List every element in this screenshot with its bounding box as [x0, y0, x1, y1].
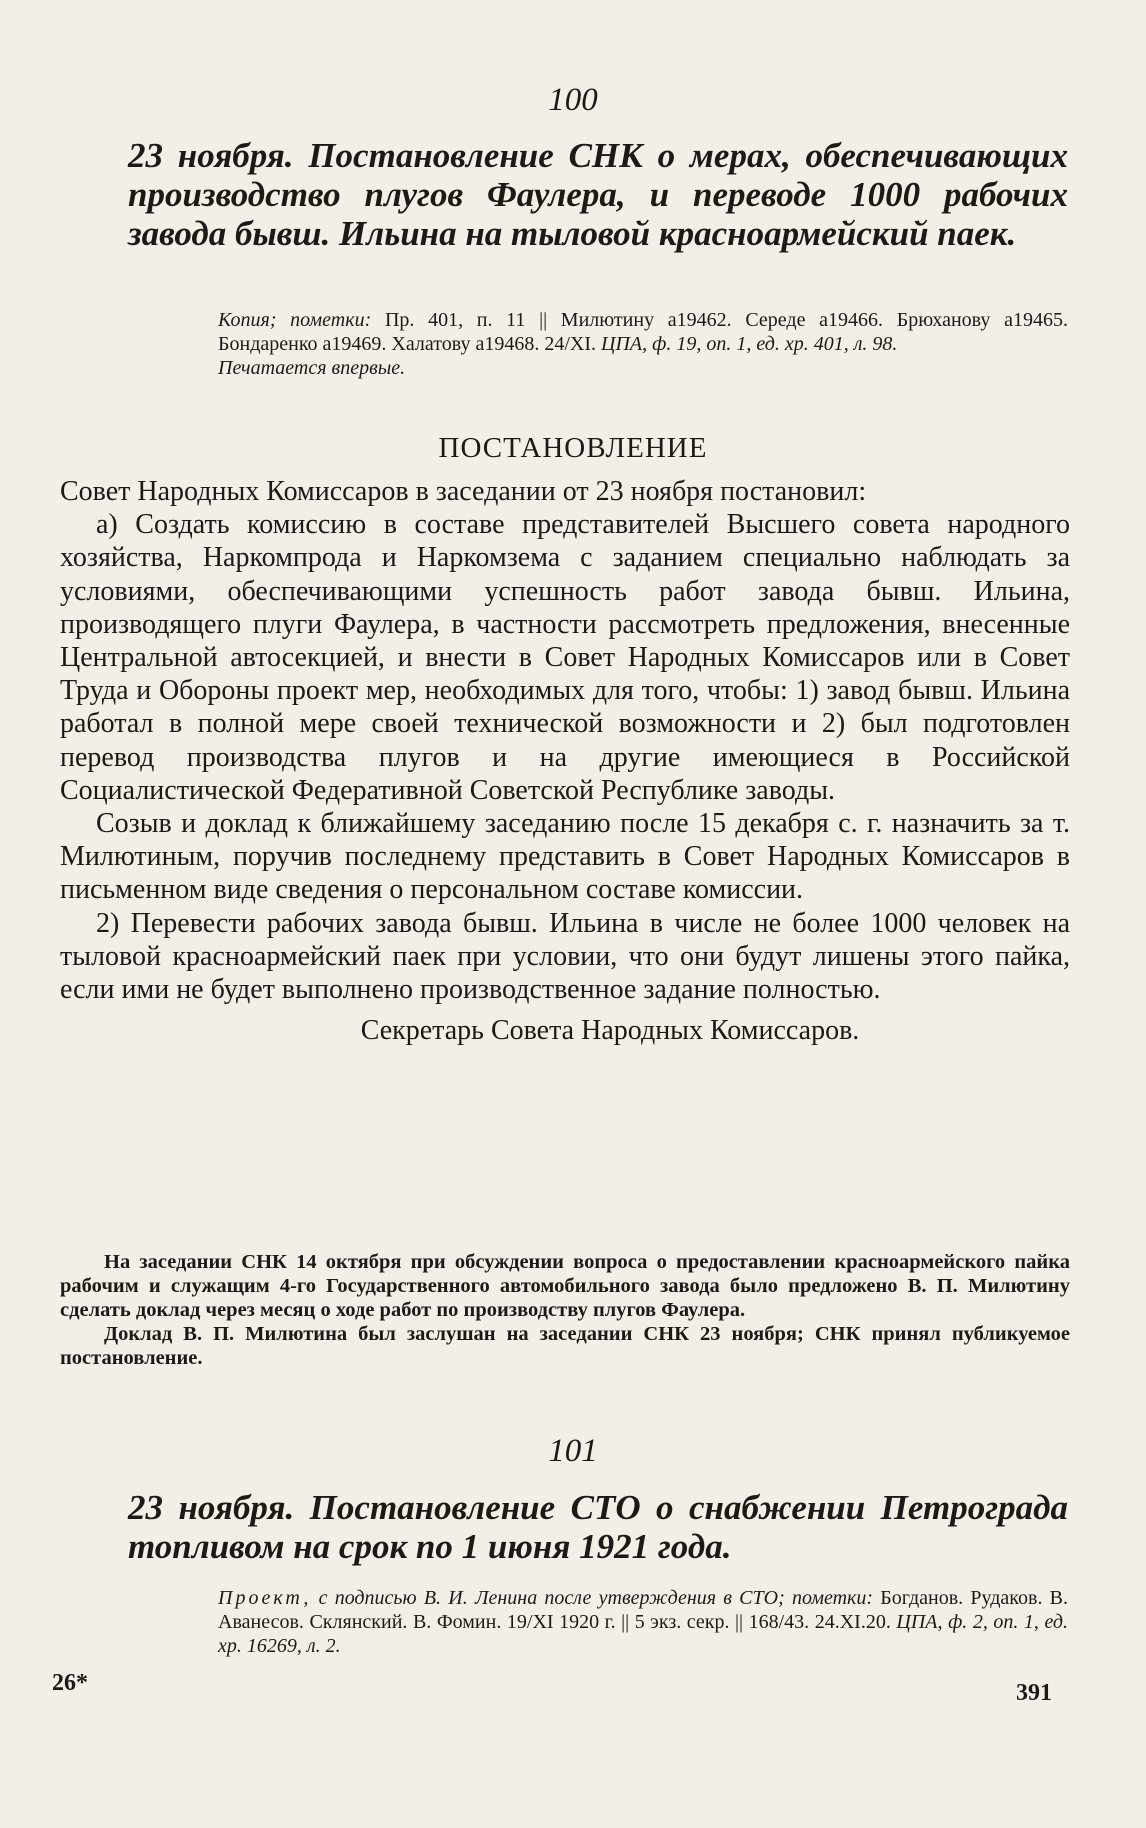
archive-reference: ЦПА, ф. 2, оп. 1, ед. хр. 16269, л. 2. — [218, 1611, 1068, 1657]
body-paragraph: 2) Перевести рабочих завода бывш. Ильина в числе не более 1000 человек на тыловой красноармейский паек при условии, что они будут лишены этого пайка, если ими не будет выполнено производственное задание полностью. — [60, 907, 1070, 1006]
editorial-note — [60, 1250, 1070, 1370]
document-heading: 23 ноября. Постановление СНК о мерах, обеспечивающих производство плугов Фаулера, и переводе 1000 рабочих завода бывш. Ильина на тыловой красноармейский паек. — [128, 136, 1068, 253]
publication-note: Печатается впервые. — [218, 357, 406, 379]
body-paragraph: Совет Народных Комиссаров в заседании от 23 ноября постановил: — [60, 476, 867, 507]
archive-reference: ЦПА, ф. 19, оп. 1, ед. хр. 401, л. 98. — [601, 333, 898, 355]
source-note — [218, 1586, 1068, 1658]
signature-mark: 26* — [52, 1670, 88, 1696]
document-body — [60, 475, 1070, 1047]
page-number: 391 — [1016, 1680, 1052, 1706]
document-number: 101 — [548, 1433, 598, 1469]
note-paragraph: Доклад В. П. Милютина был заслушан на заседании СНК 23 ноября; СНК принял публикуемое постановление. — [60, 1323, 1070, 1369]
document-title: ПОСТАНОВЛЕНИЕ — [438, 432, 708, 464]
signature-line: Секретарь Совета Народных Комиссаров. — [360, 1015, 860, 1047]
note-paragraph: На заседании СНК 14 октября при обсуждении вопроса о предоставлении красноармейского пайка рабочим и служащим 4-го Государственного автомобильного завода было предложено В. П. Милютину сделать доклад через месяц о ходе работ по производству плугов Фаулера. — [60, 1251, 1070, 1321]
source-label: с подписью В. И. Ленина после утверждения в СТО; пометки: — [318, 1587, 874, 1609]
body-paragraph: Созыв и доклад к ближайшему заседанию после 15 декабря с. г. назначить за т. Милютиным, поручив последнему представить в Совет Народных Комиссаров в письменном виде сведения о персональном составе комиссии. — [60, 808, 1070, 906]
document-number: 100 — [548, 82, 598, 118]
source-note — [218, 308, 1068, 380]
source-label: Копия; пометки: — [218, 309, 372, 331]
document-heading: 23 ноября. Постановление СТО о снабжении Петрограда топливом на срок по 1 июня 1921 года. — [128, 1488, 1068, 1566]
source-text: Пр. 401, п. 11 || Милютину а19462. Середе а19466. Брюханову а19465. Бондаренко а19469. Халатову а19468. 24/XI. — [218, 309, 1068, 355]
body-paragraph: а) Создать комиссию в составе представителей Высшего совета народного хозяйства, Наркомпрода и Наркомзема с заданием специально наблюдать за условиями, обеспечивающими успешность работ завода бывш. Ильина, производящего плуги Фаулера, в частности рассмотреть предложения, внесенные Центральной автосекцией, и внести в Совет Народных Комиссаров или в Совет Труда и Обороны проект мер, необходимых для того, чтобы: 1) завод бывш. Ильина работал в полной мере своей технической возможности и 2) был подготовлен перевод производства плугов и на другие имеющиеся в Российской Социалистической Федеративной Советской Республике заводы. — [60, 509, 1070, 806]
source-spaced-label: Проект, — [218, 1587, 312, 1609]
source-text: Богданов. Рудаков. В. Аванесов. Склянский. В. Фомин. 19/XI 1920 г. || 5 экз. секр. || 168/43. 24.XI.20. — [218, 1587, 1069, 1633]
